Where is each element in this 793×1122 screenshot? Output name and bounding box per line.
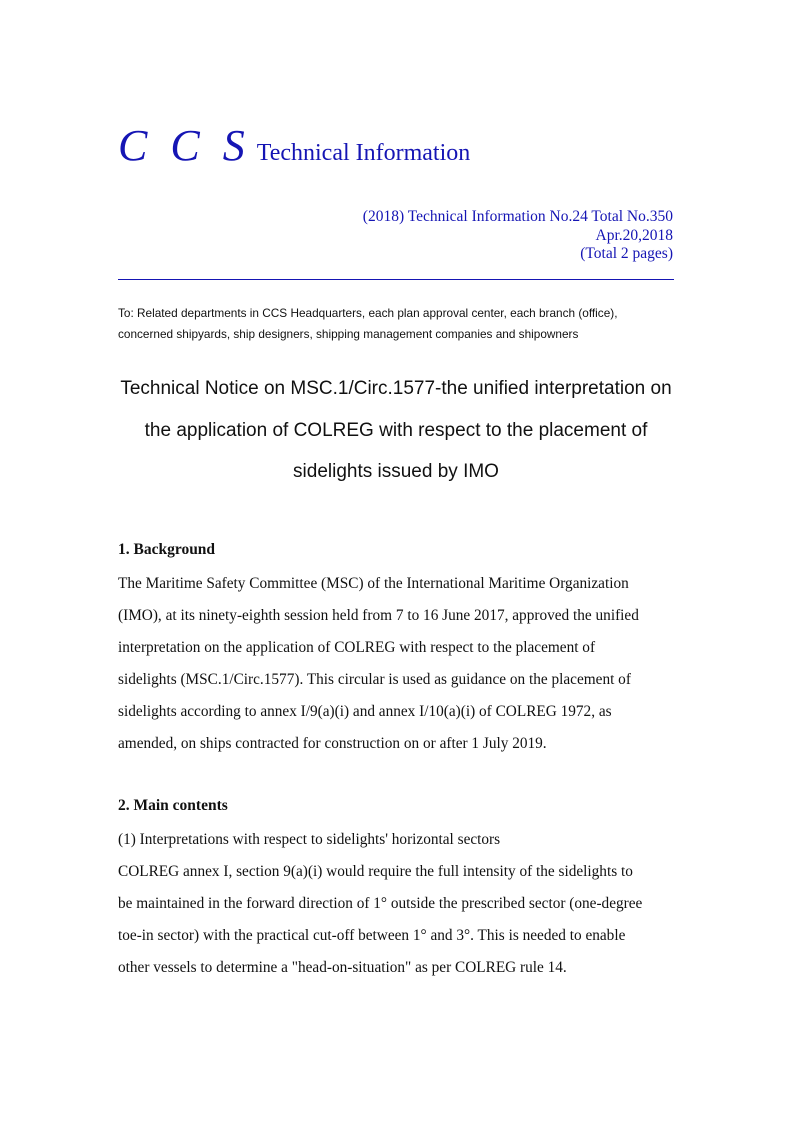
recipients — [118, 303, 678, 345]
paragraph-line: sidelights according to annex I/9(a)(i) and annex I/10(a)(i) of COLREG 1972, as — [118, 703, 612, 720]
paragraph-line: sidelights (MSC.1/Circ.1577). This circular is used as guidance on the placement of — [118, 671, 631, 688]
notice-title-line-2: the application of COLREG with respect to the placement of — [144, 419, 648, 441]
paragraph-line: COLREG annex I, section 9(a)(i) would require the full intensity of the sidelights to — [118, 863, 633, 880]
notice-title-line-1: Technical Notice on MSC.1/Circ.1577-the unified interpretation on — [120, 378, 672, 399]
background-paragraph — [118, 568, 678, 760]
issue-date: Apr.20,2018 — [595, 226, 673, 244]
page-count: (Total 2 pages) — [580, 245, 673, 262]
paragraph-line: The Maritime Safety Committee (MSC) of the International Maritime Organization — [118, 575, 629, 592]
paragraph-line: toe-in sector) with the practical cut-off between 1° and 3°. This is needed to enable — [118, 927, 626, 944]
issue-number: (2018) Technical Information No.24 Total No.350 — [362, 208, 673, 225]
main-paragraph — [118, 856, 678, 984]
masthead-subtitle: Technical Information — [256, 140, 471, 166]
main-subheading: (1) Interpretations with respect to sidelights' horizontal sectors — [118, 831, 501, 848]
paragraph-line: interpretation on the application of COLREG with respect to the placement of — [118, 639, 596, 656]
masthead — [118, 120, 470, 171]
paragraph-line: other vessels to determine a "head-on-situation" as per COLREG rule 14. — [118, 959, 567, 976]
recipients-line-2: concerned shipyards, ship designers, shipping management companies and shipowners — [118, 327, 579, 341]
notice-title-line-3: sidelights issued by IMO — [293, 461, 499, 482]
paragraph-line: amended, on ships contracted for construction on or after 1 July 2019. — [118, 735, 547, 752]
paragraph-line: be maintained in the forward direction of 1° outside the prescribed sector (one-degree — [118, 895, 643, 912]
paragraph-line: (IMO), at its ninety-eighth session held from 7 to 16 June 2017, approved the unified — [118, 607, 639, 624]
section-heading-main-contents: 2. Main contents — [118, 797, 228, 814]
ccs-logo-text: C C S — [118, 121, 251, 170]
issue-meta — [363, 208, 673, 264]
notice-title — [100, 368, 692, 493]
recipients-line-1: To: Related departments in CCS Headquarters, each plan approval center, each branch (office), — [118, 306, 618, 320]
section-heading-background: 1. Background — [118, 541, 216, 558]
header-divider — [118, 279, 674, 280]
